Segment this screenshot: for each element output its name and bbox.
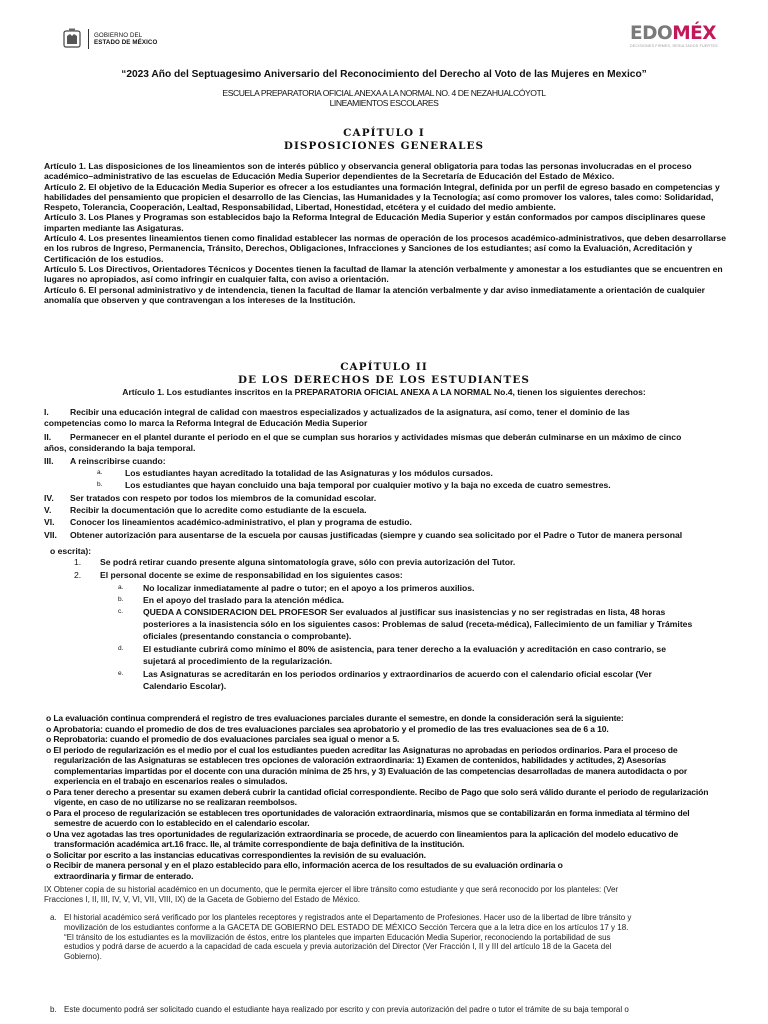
case-letter: a. [118,584,124,591]
eval-item: o Reprobatoria: cuando el promedio de dos evaluaciones parciales sea igual o menor a 5. [46,734,400,744]
right-number: IV. [44,493,54,503]
right-text: Ser tratados con respeto por todos los miembros de la comunidad escolar. [70,493,377,503]
item-b [64,1005,734,1015]
brand-prefix: EDO [630,23,673,44]
right-text: Recibir la documentación que lo acredite como estudiante de la escuela. [70,505,367,515]
right-text-cont: competencias como lo marca la Reforma Integral de Educación Media Superior [44,418,368,428]
case-line: posteriores a la inasistencia sólo en los siguientes casos: Problemas de salud (receta-médica), Fallecimiento de un familiar y Trámites [143,619,693,629]
eval-item-cont: complementarias impartidas por el docente con una duración mínima de 25 hrs, y 3) Evaluación de las competencias desarrolladas de manera autodidacta o por [54,765,688,776]
document-title: LINEAMIENTOS ESCOLARES [329,98,439,108]
eval-item: o Para el proceso de regularización se establecen tres oportunidades de valoración extraordinaria, mismos que se contabilizarán en forma inmediata al término del [46,807,690,818]
right-number: VI. [44,517,55,527]
school-name: ESCUELA PREPARATORIA OFICIAL ANEXA A LA NORMAL NO. 4 DE NEZAHUALCÓYOTL [222,88,546,98]
item-a-line: Gobierno). [64,952,102,962]
subitem-2: El personal docente se exime de responsabilidad en los siguientes casos: [100,570,403,580]
article-4: Artículo 4. Los presentes lineamientos tienen como finalidad establecer las normas de operación de los procesos académico-administrativos, que deben desarrollarse en los rubros de Ingreso, Permanencia, Tránsito, Derechos, Obligaciones, Infracciones y Sanciones de los estudiantes; así como la Evaluación, Acreditación y Certificación de los estudios. [44,233,726,264]
brand-suffix: MÉX [672,23,717,44]
chapter1-label: CAPÍTULO I [343,127,425,139]
case-line: El estudiante cubrirá como mínimo el 80% de asistencia, para tener derecho a la evaluación y acreditación en caso contrario, se [143,644,666,654]
ix-line: IX Obtener copia de su historial académico en un documento, que le permita ejercer el libre tránsito como estudiante y que será reconocido por los planteles: (Ver [44,885,619,894]
eval-item-cont: experiencia en el trabajo en escenarios reales o simulados. [54,776,288,786]
chapter2-title: DE LOS DERECHOS DE LOS ESTUDIANTES [237,374,530,386]
case-letter: b. [118,596,124,603]
eval-item-cont: semestre de acuerdo con lo establecido en el calendario escolar. [54,818,310,828]
article-1: Artículo 1. Las disposiciones de los lineamientos son de interés público y observancia general obligatoria para todas las personas involucradas en el proceso académico–administrativo de las escuelas de Educación Media Superior dependientes de la Secretaría de Educación del Estado de México. [44,161,692,182]
chapter1-articles [44,161,730,305]
logo-divider [88,29,89,49]
chapter2-label: CAPÍTULO II [340,361,428,373]
edomex-wordmark [630,24,728,43]
article-6: Artículo 6. El personal administrativo y de intendencia, tienen la facultad de llamar la atención verbalmente y dar aviso inmediatamente a orientación de cualquier anomalía que observen y que contravengan a los intereses de la Institución. [44,284,705,305]
right-number: I. [44,407,49,417]
eval-item: o Solicitar por escrito a las instancias educativas correspondientes la revisión de su evaluación. [46,849,426,860]
evaluation-rules [46,713,736,881]
year-motto: “2023 Año del Septuagesimo Aniversario del Reconocimiento del Derecho al Voto de las Mujeres en Mexico” [121,69,647,80]
right-number: V. [44,505,52,515]
right-number: II. [44,432,52,442]
item-a-line: “El tránsito de los estudiantes es la movilización de éstos, entre los planteles que imparten Educación Media Superior, reconociendo la portabilidad de sus [64,932,611,942]
sub-text: Los estudiantes que hayan concluido una baja temporal por cualquier motivo y la baja no exceda de cuatro semestres. [125,480,611,490]
subitem-number: 1. [74,557,82,567]
article-3: Artículo 3. Los Planes y Programas son establecidos bajo la Reforma Integral de Educación Media Superior y están conformados por campos disciplinares quese imparten mediante las Asigaturas. [44,212,706,233]
article-2: Artículo 2. El objetivo de la Educación Media Superior es ofrecer a los estudiantes una formación Integral, definida por un perfil de egreso basado en competencias y habilidades del pensamiento que propicien el desarrollo de las Ciencias, las Humanidades y la Tecnología; así como promover los valores, tales como: Solidaridad, Respeto, Tolerancia, Cooperación, Lealtad, Responsabilidad, Libertad, Honestidad, etcétera y el cuidado del medio ambiente. [44,181,720,213]
eval-item: o Aprobatoria: cuando el promedio de dos de tres evaluaciones parciales sea aprobatorio y el promedio de las tres evaluaciones sea de 6 a 10. [46,723,609,734]
item-a [64,913,734,962]
item-a-line: El historial académico será verificado por los planteles receptores y registrados ante el Departamento de Profesiones. Hacer uso de la libertad de libre tránsito y [64,913,632,922]
item-a-letter: a. [50,913,57,922]
eval-item-cont: regularización de las Asignaturas se establecen tres opciones de valoración extraordinaria: 1) Examen de contenidos, habilidades y actitudes, 2) Asesorías [54,755,666,765]
right-text-cont: o escrita): [50,546,92,556]
item-a-line: estudios y podrá darse de acuerdo a la capacidad de cada escuela y previa autorización del Director (Ver Fracción I, II y III del artículo 18 de la Gaceta del [64,942,612,952]
sub-letter: a. [97,469,103,476]
item-b-letter: b. [50,1005,57,1014]
right-number: III. [44,456,54,466]
case-line: QUEDA A CONSIDERACION DEL PROFESOR Ser evaluados al justificar sus inasistencias y no ser registradas en lista, 48 horas [143,607,666,617]
right-text-cont: años, considerando la baja temporal. [44,443,196,453]
eval-item: o Recibir de manera personal y en el plazo establecido para ello, información acerca de los resultados de su evaluación ordinaria o [46,860,563,870]
gov-line2: ESTADO DE MÉXICO [94,39,158,46]
eval-item: o Para tener derecho a presentar su examen deberá cubrir la cantidad oficial correspondiente. Recibo de Pago que solo será válido durante el periodo de regularización [46,786,709,797]
eval-item: o Una vez agotadas las tres oportunidades de regularización extraordinaria se procede, de acuerdo con lineamientos para la aplicación del modelo educativo de [46,828,679,839]
case-letter: d. [118,645,124,652]
right-text: Permanecer en el plantel durante el periodo en el que se cumplan sus horarios y actividades mismas que deberán culminarse en un máximo de cinco [70,432,682,442]
right-number: VII. [44,530,57,540]
case-line: No localizar inmediatamente al padre o tutor; en el apoyo a los primeros auxilios. [143,583,475,593]
item-a-line: movilización de los estudiantes conforme a la GACETA DE GOBIERNO DEL ESTADO DE MÉXICO Sección Tercera que a la letra dice en los artículos 17 y 18. [64,922,629,932]
eval-item-cont: extraordinaria y firmar de enterado. [54,870,194,881]
chapter2-intro: Artículo 1. Los estudiantes inscritos en la PREPARATORIA OFICIAL ANEXA A LA NORMAL No.4, tienen los siguientes derechos: [122,387,646,397]
right-text: Recibir una educación integral de calidad con maestros especializados y actualizados de la asignatura, así como, tener el dominio de las [70,407,630,417]
case-line: oficiales (presentando constancia o comprobante). [143,631,352,641]
article-5: Artículo 5. Los Directivos, Orientadores Técnicos y Docentes tienen la facultad de llamar la atención verbalmente y amonestar a los estudiantes que se encuentren en lugares no apropiados, así como infringir en cualquier falta, con aviso a orientación. [44,263,723,285]
eval-item: o El periodo de regularización es el medio por el cual los estudiantes pueden acreditar las Asignaturas no aprobadas en periodos ordinarios. Para el proceso de [46,744,678,755]
edomex-tagline: DECISIONES FIRMES, RESULTADOS FUERTES. [630,44,719,48]
edomex-logo [630,24,728,50]
fraction-ix [44,885,734,905]
gov-line1: GOBIERNO DEL [94,32,143,39]
case-line: sujetará al procedimiento de la regularización. [143,656,333,666]
eval-item-cont: vigente, en caso de no utilizarse no se realizaran reembolsos. [54,797,297,807]
subitem-1: Se podrá retirar cuando presente alguna sintomatología grave, sólo con previa autorización del Tutor. [100,557,516,567]
case-line: En el apoyo del traslado para la atención médica. [143,595,345,605]
subitem-number: 2. [74,570,82,580]
sub-letter: b. [97,481,103,488]
right-text: A reinscribirse cuando: [70,456,166,466]
chapter1-title: DISPOSICIONES GENERALES [283,140,485,152]
case-line: Las Asignaturas se acreditarán en los periodos ordinarios y extraordinarios de acuerdo con el calendario oficial escolar (Ver [143,669,652,679]
school-heading [0,88,768,108]
sub-text: Los estudiantes hayan acreditado la totalidad de las Asignaturas y los módulos cursados. [125,468,493,478]
right-text: Obtener autorización para ausentarse de la escuela por causas justificadas (siempre y cuando sea solicitado por el Padre o Tutor de manera personal [70,530,683,540]
eval-item-cont: transformación académica art.16 fracc. IIe, al trámite correspondiente de baja definitiva de la institución. [54,839,465,849]
item-b-line: Este documento podrá ser solicitado cuando el estudiante haya realizado por escrito y con previa autorización del padre o tutor el trámite de su baja temporal o [64,1005,629,1014]
case-letter: c. [118,608,124,615]
case-letter: e. [118,670,124,677]
eval-item: o La evaluación continua comprenderá el registro de tres evaluaciones parciales durante el semestre, en donde la consideración será la siguiente: [46,713,624,723]
case-line: Calendario Escolar). [143,681,227,691]
government-logo [62,26,157,52]
state-seal-icon [62,28,82,50]
right-text: Conocer los lineamientos académico-administrativo, el plan y programa de estudio. [70,517,412,527]
ix-line: Fracciones I, II, III, IV, V, VI, VII, VIII, IX) de la Gaceta de Gobierno del Estado de México. [44,894,361,904]
government-name [94,32,157,46]
